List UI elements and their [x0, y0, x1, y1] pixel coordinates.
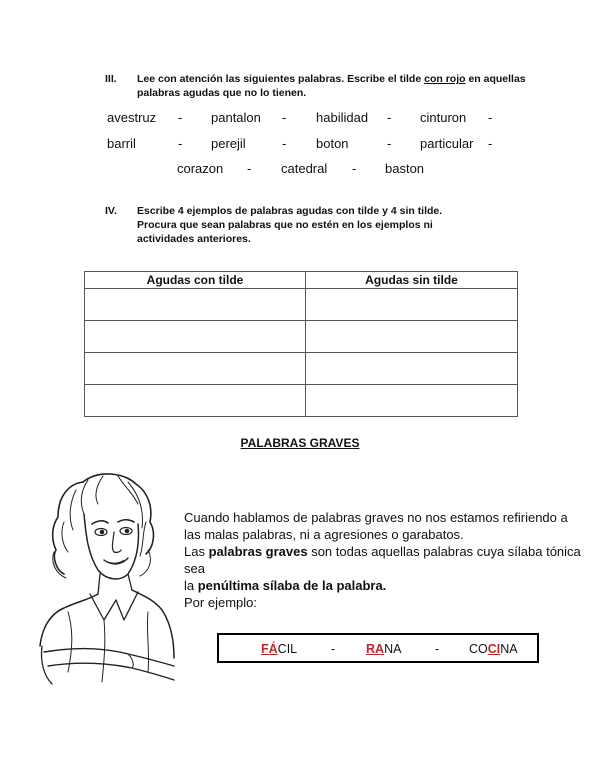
separator: - [435, 642, 440, 656]
paragraph-line-3-post: son todas aquellas palabras cuya sílaba tónica sea [184, 544, 581, 576]
answer-cell[interactable] [85, 385, 306, 417]
paragraph-line-1: Cuando hablamos de palabras graves no nos estamos refiriendo a [184, 510, 568, 525]
term-penultima-silaba: penúltima sílaba de la palabra. [197, 578, 387, 593]
example-intro: Por ejemplo: [184, 595, 257, 610]
answer-cell[interactable] [85, 321, 306, 353]
word-rest: NA [384, 642, 402, 656]
separator: - [488, 110, 493, 125]
answer-cell[interactable] [306, 385, 518, 417]
separator: - [282, 110, 287, 125]
paragraph-line-2: las malas palabras, ni a agresiones o garabatos. [184, 527, 464, 542]
instruction-line-2: palabras agudas que no lo tienen. [137, 87, 307, 99]
term-palabras-graves: palabras graves [208, 544, 308, 559]
answer-cell[interactable] [85, 289, 306, 321]
answer-table [84, 271, 518, 417]
graves-explanation [184, 509, 600, 594]
word: cinturon [420, 110, 467, 125]
instruction-text-end: en aquellas [465, 73, 526, 85]
answer-cell[interactable] [306, 353, 518, 385]
section-3-number: III. [105, 73, 117, 85]
stressed-syllable: FÁ [261, 642, 278, 656]
section-3-instruction [137, 72, 526, 100]
instruction-line-2: Procura que sean palabras que no estén en los ejemplos ni [137, 219, 433, 231]
examples-box [217, 633, 539, 663]
word: pantalon [211, 110, 261, 125]
answer-cell[interactable] [85, 353, 306, 385]
word-rest: NA [500, 642, 518, 656]
paragraph-line-4-pre: la [184, 578, 198, 593]
example-word-cocina [469, 642, 518, 656]
word: particular [420, 136, 474, 151]
table-row [85, 289, 518, 321]
instruction-text: Lee con atención las siguientes palabras. Escribe el tilde [137, 73, 425, 85]
word: barril [107, 136, 136, 151]
separator: - [387, 110, 392, 125]
word: catedral [281, 161, 328, 176]
example-word-facil [261, 642, 297, 656]
table-row [85, 353, 518, 385]
word-rest: CIL [277, 642, 298, 656]
example-word-rana [366, 642, 401, 656]
section-4-number: IV. [105, 205, 117, 217]
word: boton [316, 136, 349, 151]
separator: - [247, 161, 252, 176]
instruction-line-1: Escribe 4 ejemplos de palabras agudas con tilde y 4 sin tilde. [137, 205, 443, 217]
word: habilidad [316, 110, 369, 125]
instruction-line-3: actividades anteriores. [137, 233, 251, 245]
table-row [85, 321, 518, 353]
column-header-agudas-sin-tilde: Agudas sin tilde [306, 272, 518, 289]
separator: - [178, 136, 183, 151]
paragraph-line-3-pre: Las [184, 544, 209, 559]
table-row [85, 385, 518, 417]
word: avestruz [107, 110, 157, 125]
word: corazon [177, 161, 224, 176]
instruction-underlined: con rojo [424, 73, 466, 85]
word-start: CO [469, 642, 488, 656]
answer-cell[interactable] [306, 321, 518, 353]
separator: - [387, 136, 392, 151]
section-title: PALABRAS GRAVES [240, 436, 360, 450]
separator: - [331, 642, 336, 656]
separator: - [282, 136, 287, 151]
column-header-agudas-con-tilde: Agudas con tilde [85, 272, 306, 289]
word: perejil [211, 136, 246, 151]
character-sketch-illustration [28, 462, 178, 686]
separator: - [488, 136, 493, 151]
separator: - [178, 110, 183, 125]
word: baston [385, 161, 425, 176]
stressed-syllable: RA [366, 642, 385, 656]
separator: - [352, 161, 357, 176]
stressed-syllable: CI [487, 642, 501, 656]
answer-cell[interactable] [306, 289, 518, 321]
section-4-instruction [137, 204, 442, 246]
